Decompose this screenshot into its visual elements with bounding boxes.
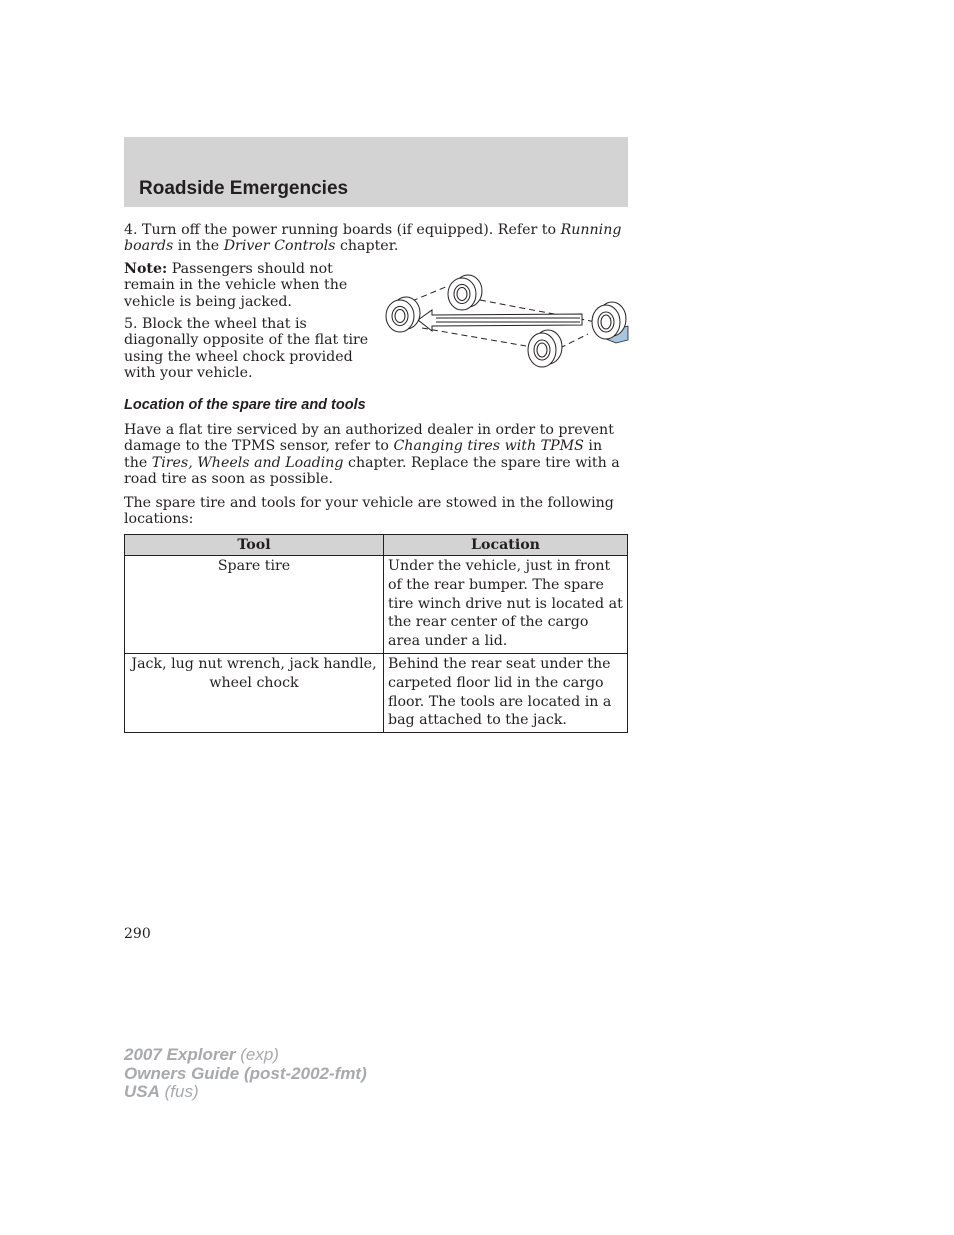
tire-icon: [386, 297, 420, 332]
step-4-middle: in the: [173, 238, 224, 255]
note-label: Note:: [124, 261, 168, 277]
table-row: [125, 653, 628, 732]
step-4-paragraph: [124, 222, 624, 255]
footer-line-guide: [124, 1065, 367, 1084]
location-cell: Under the vehicle, just in front of the rear bumper. The spare tire winch drive nut is located at the rear center of the cargo area under a lid.: [384, 556, 628, 654]
column-header-tool: Tool: [125, 535, 384, 556]
step-5-paragraph: 5. Block the wheel that is diagonally opposite of the flat tire using the wheel chock provided with your vehicle.: [124, 316, 369, 381]
footer-guide: Owners Guide (post-2002-fmt): [124, 1063, 367, 1083]
footer-model: 2007 Explorer: [124, 1045, 236, 1064]
page-title: Roadside Emergencies: [139, 178, 349, 199]
table-row: [125, 556, 628, 654]
wheel-chock-diagram: [384, 270, 630, 370]
step-4-text: 4. Turn off the power running boards (if equipped). Refer to: [124, 222, 561, 238]
footer-market: USA: [124, 1082, 160, 1101]
document-footer: [124, 1046, 367, 1102]
driver-controls-reference: Driver Controls: [223, 238, 336, 255]
location-cell: Behind the rear seat under the carpeted floor lid in the cargo floor. The tools are located in a bag attached to the jack.: [384, 653, 628, 732]
step-4-end: chapter.: [335, 238, 399, 255]
section-heading: Location of the spare tire and tools: [124, 397, 366, 413]
tire-icon: [528, 330, 562, 367]
page-number: 290: [124, 926, 151, 942]
footer-model-code: (exp): [235, 1045, 279, 1064]
outline-line: [560, 334, 588, 348]
stowage-paragraph: The spare tire and tools for your vehicle are stowed in the following locations:: [124, 495, 614, 528]
tool-cell: Jack, lug nut wrench, jack handle, wheel chock: [125, 653, 384, 732]
outline-line: [412, 286, 448, 301]
tire-icon: [448, 275, 482, 310]
footer-line-market: [124, 1083, 367, 1102]
footer-line-model: [124, 1046, 367, 1065]
tpms-middle: in the: [124, 438, 603, 471]
column-header-location: Location: [384, 535, 628, 556]
note-text: Passengers should not remain in the vehicle when the vehicle is being jacked.: [124, 261, 348, 310]
tpms-paragraph: [124, 422, 624, 487]
footer-market-code: (fus): [159, 1082, 199, 1101]
tools-table: [124, 534, 628, 733]
tool-cell: Spare tire: [125, 556, 384, 654]
tpms-end: chapter. Replace the spare tire with a road tire as soon as possible.: [124, 454, 620, 487]
table-header-row: [125, 535, 628, 556]
diagonal-arrow: [418, 310, 582, 331]
note-paragraph: [124, 261, 382, 310]
changing-tires-reference: Changing tires with TPMS: [393, 438, 584, 455]
running-boards-reference: Running boards: [124, 222, 622, 255]
outline-line: [422, 328, 526, 346]
tires-wheels-loading-reference: Tires, Wheels and Loading: [151, 454, 344, 471]
tpms-text: Have a flat tire serviced by an authorized dealer in order to prevent damage to the TPMS sensor, refer to: [124, 422, 614, 455]
